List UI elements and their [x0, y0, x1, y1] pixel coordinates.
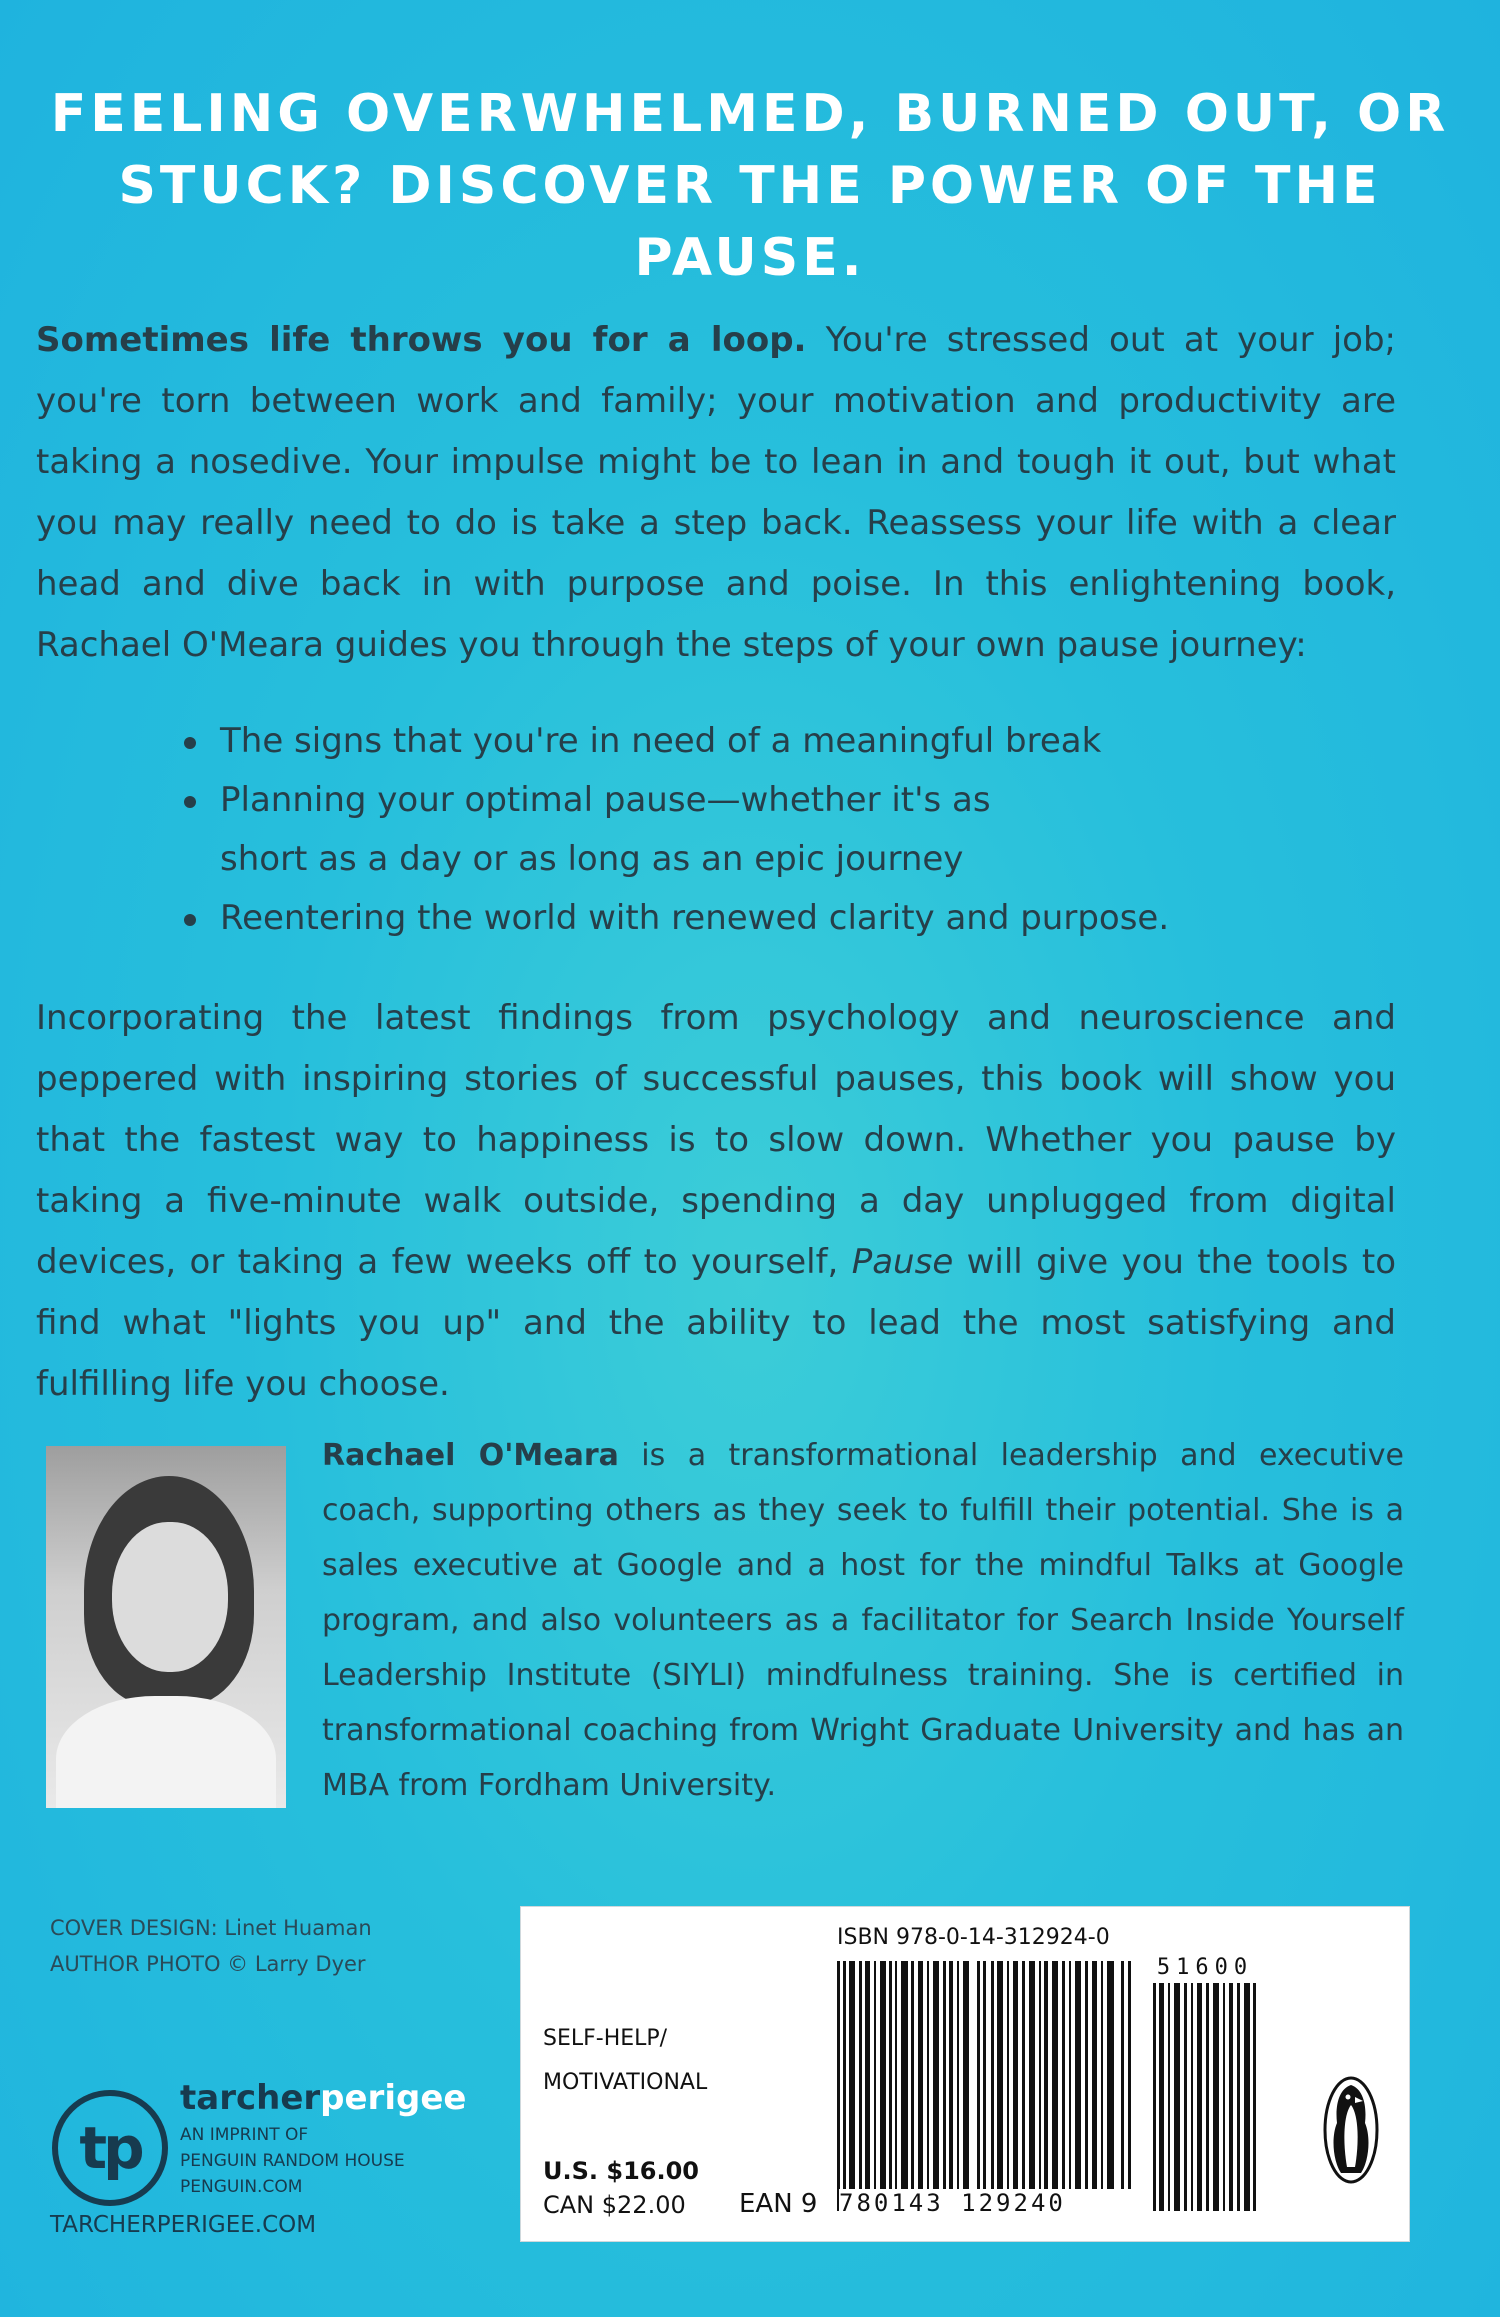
- list-item: The signs that you're in need of a meaningful break: [180, 712, 1180, 771]
- category-label: [543, 2017, 707, 2105]
- headline: [30, 78, 1470, 294]
- price-addon-code: 51600: [1156, 1955, 1254, 1980]
- category-line-2: MOTIVATIONAL: [543, 2070, 708, 2095]
- book-title: Pause: [851, 1242, 954, 1282]
- publisher-logo-icon: tp: [52, 2090, 168, 2206]
- imprint-line-2: PENGUIN RANDOM HOUSE: [180, 2151, 405, 2171]
- penguin-logo-icon: [1321, 2075, 1381, 2185]
- barcode-box: [520, 1906, 1410, 2242]
- imprint-line-3: PENGUIN.COM: [180, 2177, 303, 2197]
- intro-lead: Sometimes life throws you for a loop.: [36, 320, 807, 360]
- ean-prefix: EAN 9: [739, 2189, 818, 2219]
- publisher-brand-tarcher: tarcher: [180, 2078, 321, 2118]
- description-paragraph: [36, 988, 1396, 1415]
- publisher-imprint: [180, 2078, 466, 2200]
- author-photo-face: [112, 1522, 228, 1672]
- intro-paragraph: [36, 310, 1396, 676]
- list-item: Reentering the world with renewed clarity and purpose.: [180, 889, 1180, 948]
- author-photo-shirt: [56, 1696, 276, 1808]
- publisher-website: TARCHERPERIGEE.COM: [50, 2212, 317, 2238]
- publisher-brand: [180, 2078, 466, 2118]
- headline-line-1: FEELING OVERWHELMED, BURNED OUT, OR: [50, 84, 1450, 144]
- ean-number: 780143 129240: [839, 2189, 1139, 2217]
- price-can: CAN $22.00: [543, 2191, 686, 2219]
- category-line-1: SELF-HELP/: [543, 2026, 668, 2051]
- isbn-label: ISBN 978-0-14-312924-0: [837, 1925, 1110, 1950]
- publisher-brand-perigee: perigee: [320, 2078, 467, 2118]
- credits: [50, 1910, 372, 1982]
- author-bio-text: is a transformational leadership and executive coach, supporting others as they seek to fulfill their potential. She is a sales executive at Google and a host for the mindful Talks at Google program, and also volunteers as a facilitator for Search Inside Yourself Leadership Institute (SIYLI) mindfulness training. She is certified in transformational coaching from Wright Graduate University and has an MBA from Fordham University.: [322, 1438, 1404, 1803]
- ean-barcode: [837, 1961, 1137, 2211]
- author-name: Rachael O'Meara: [322, 1438, 619, 1473]
- description-text-2: will give you the tools to find what "lights you up" and the ability to lead the most satisfying and fulfilling life you choose.: [36, 1242, 1396, 1404]
- author-photo: [46, 1446, 286, 1808]
- price-us: U.S. $16.00: [543, 2157, 699, 2185]
- intro-text: You're stressed out at your job; you're torn between work and family; your motivation and productivity are taking a nosedive. Your impulse might be to lean in and tough it out, but what you may really need to do is take a step back. Reassess your life with a clear head and dive back in with purpose and poise. In this enlightening book, Rachael O'Meara guides you through the steps of your own pause journey:: [36, 320, 1396, 665]
- addon-barcode: [1153, 1983, 1257, 2211]
- author-bio: [322, 1428, 1404, 1813]
- description-text-1: Incorporating the latest findings from psychology and neuroscience and peppered with inspiring stories of successful pauses, this book will show you that the fastest way to happiness is to slow down. Whether you pause by taking a five-minute walk outside, spending a day unplugged from digital devices, or taking a few weeks off to yourself,: [36, 998, 1396, 1282]
- list-item: Planning your optimal pause—whether it's as short as a day or as long as an epic journey: [180, 771, 1040, 889]
- headline-line-2: STUCK? DISCOVER THE POWER OF THE PAUSE.: [118, 156, 1382, 288]
- bullet-list: [180, 712, 1180, 948]
- author-photo-credit: AUTHOR PHOTO © Larry Dyer: [50, 1952, 366, 1976]
- cover-design-credit: COVER DESIGN: Linet Huaman: [50, 1916, 372, 1940]
- imprint-line-1: AN IMPRINT OF: [180, 2125, 309, 2145]
